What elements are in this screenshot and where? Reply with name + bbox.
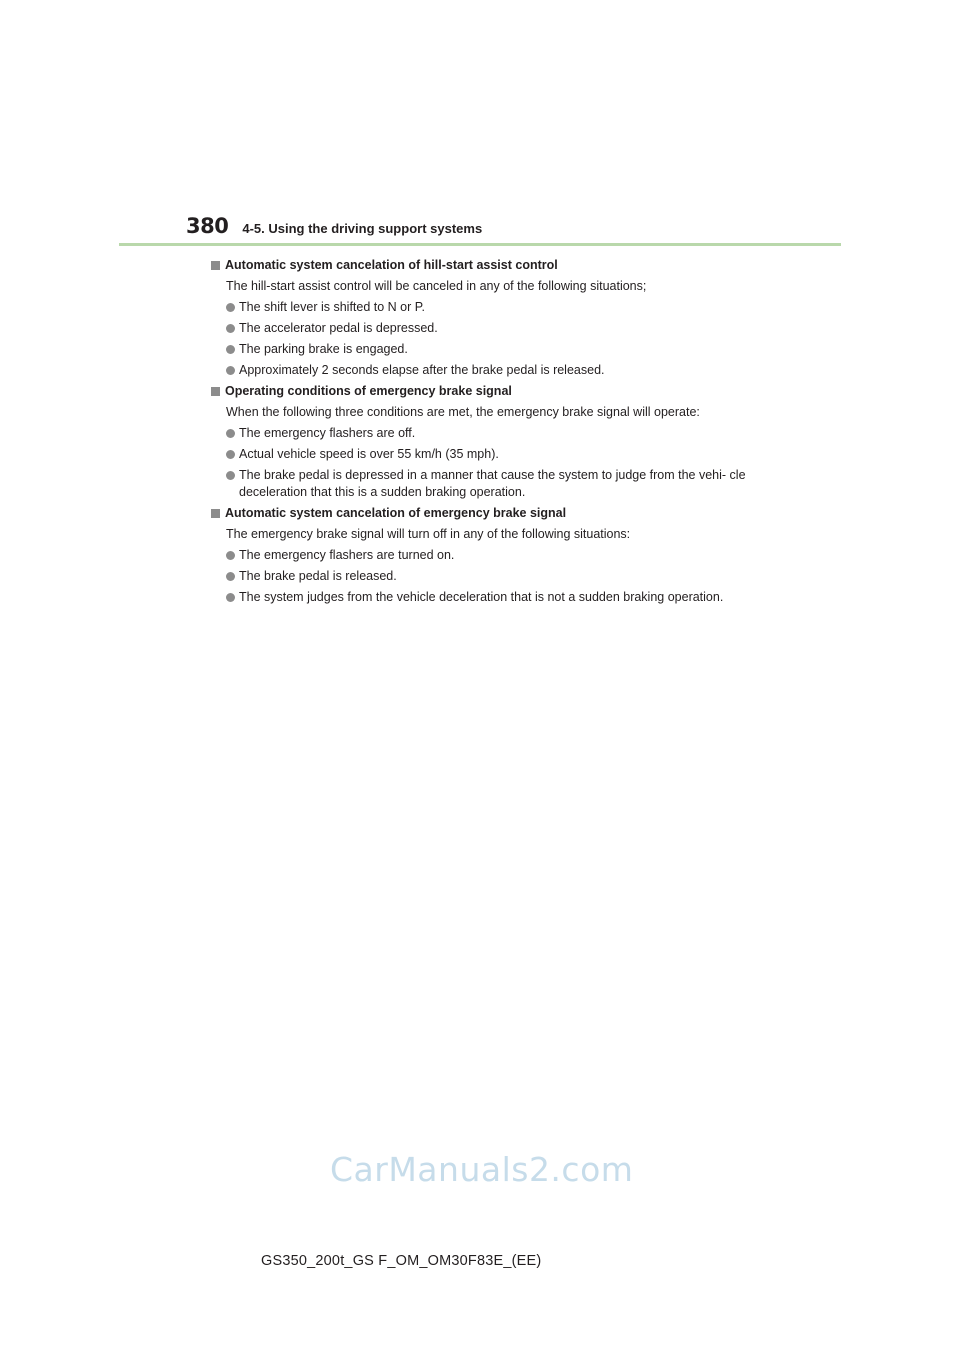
bullet-dot-icon bbox=[226, 593, 235, 602]
list-item bbox=[226, 339, 811, 360]
bullet-dot-icon bbox=[226, 450, 235, 459]
document-code: GS350_200t_GS F_OM_OM30F83E_(EE) bbox=[261, 1253, 542, 1269]
section-heading bbox=[211, 381, 811, 402]
square-icon bbox=[211, 261, 220, 270]
section-intro: The emergency brake signal will turn off in any of the following situations: bbox=[226, 527, 631, 541]
header-rule bbox=[119, 243, 841, 246]
page-number: 380 bbox=[186, 214, 229, 238]
list-item bbox=[226, 423, 811, 444]
section-heading bbox=[211, 255, 811, 276]
list-item bbox=[226, 545, 811, 566]
list-item bbox=[226, 587, 811, 608]
list-item bbox=[226, 444, 811, 465]
bullet-dot-icon bbox=[226, 471, 235, 480]
square-icon bbox=[211, 387, 220, 396]
bullet-dot-icon bbox=[226, 429, 235, 438]
list-item bbox=[226, 318, 811, 339]
section-heading-text: Automatic system cancelation of emergency brake signal bbox=[225, 506, 567, 520]
list-item-text: The system judges from the vehicle deceleration that is not a sudden braking operation. bbox=[239, 590, 724, 604]
bullet-dot-icon bbox=[226, 366, 235, 375]
list-item-text: The emergency flashers are turned on. bbox=[239, 548, 455, 562]
section-intro: When the following three conditions are met, the emergency brake signal will operate: bbox=[226, 405, 700, 419]
page-header bbox=[186, 214, 482, 238]
bullet-dot-icon bbox=[226, 345, 235, 354]
list-item-text: The parking brake is engaged. bbox=[239, 342, 408, 356]
list-item-text: The emergency flashers are off. bbox=[239, 426, 416, 440]
list-item-text: The brake pedal is released. bbox=[239, 569, 397, 583]
bullet-dot-icon bbox=[226, 324, 235, 333]
list-item-text: The brake pedal is depressed in a manner that cause the system to judge from the vehi- cle deceleration that this is a sudden braking operation. bbox=[239, 468, 746, 499]
list-item bbox=[226, 566, 811, 587]
list-item-text: Approximately 2 seconds elapse after the brake pedal is released. bbox=[239, 363, 605, 377]
list-item-text: The accelerator pedal is depressed. bbox=[239, 321, 438, 335]
section-heading-text: Operating conditions of emergency brake signal bbox=[225, 384, 512, 398]
list-item bbox=[226, 297, 811, 318]
watermark-logo: CarManuals2.com bbox=[330, 1150, 634, 1189]
section-hill-start-cancelation bbox=[211, 255, 811, 381]
bullet-dot-icon bbox=[226, 551, 235, 560]
section-emergency-brake-conditions bbox=[211, 381, 811, 503]
bullet-dot-icon bbox=[226, 572, 235, 581]
list-item bbox=[226, 360, 811, 381]
square-icon bbox=[211, 509, 220, 518]
section-heading bbox=[211, 503, 811, 524]
chapter-title: 4-5. Using the driving support systems bbox=[242, 221, 483, 236]
section-emergency-brake-cancelation bbox=[211, 503, 811, 608]
section-heading-text: Automatic system cancelation of hill-start assist control bbox=[225, 258, 558, 272]
list-item-text: The shift lever is shifted to N or P. bbox=[239, 300, 425, 314]
section-intro: The hill-start assist control will be canceled in any of the following situations; bbox=[226, 279, 647, 293]
bullet-dot-icon bbox=[226, 303, 235, 312]
page-content bbox=[211, 255, 811, 608]
list-item-text: Actual vehicle speed is over 55 km/h (35 mph). bbox=[239, 447, 499, 461]
list-item bbox=[226, 465, 811, 503]
